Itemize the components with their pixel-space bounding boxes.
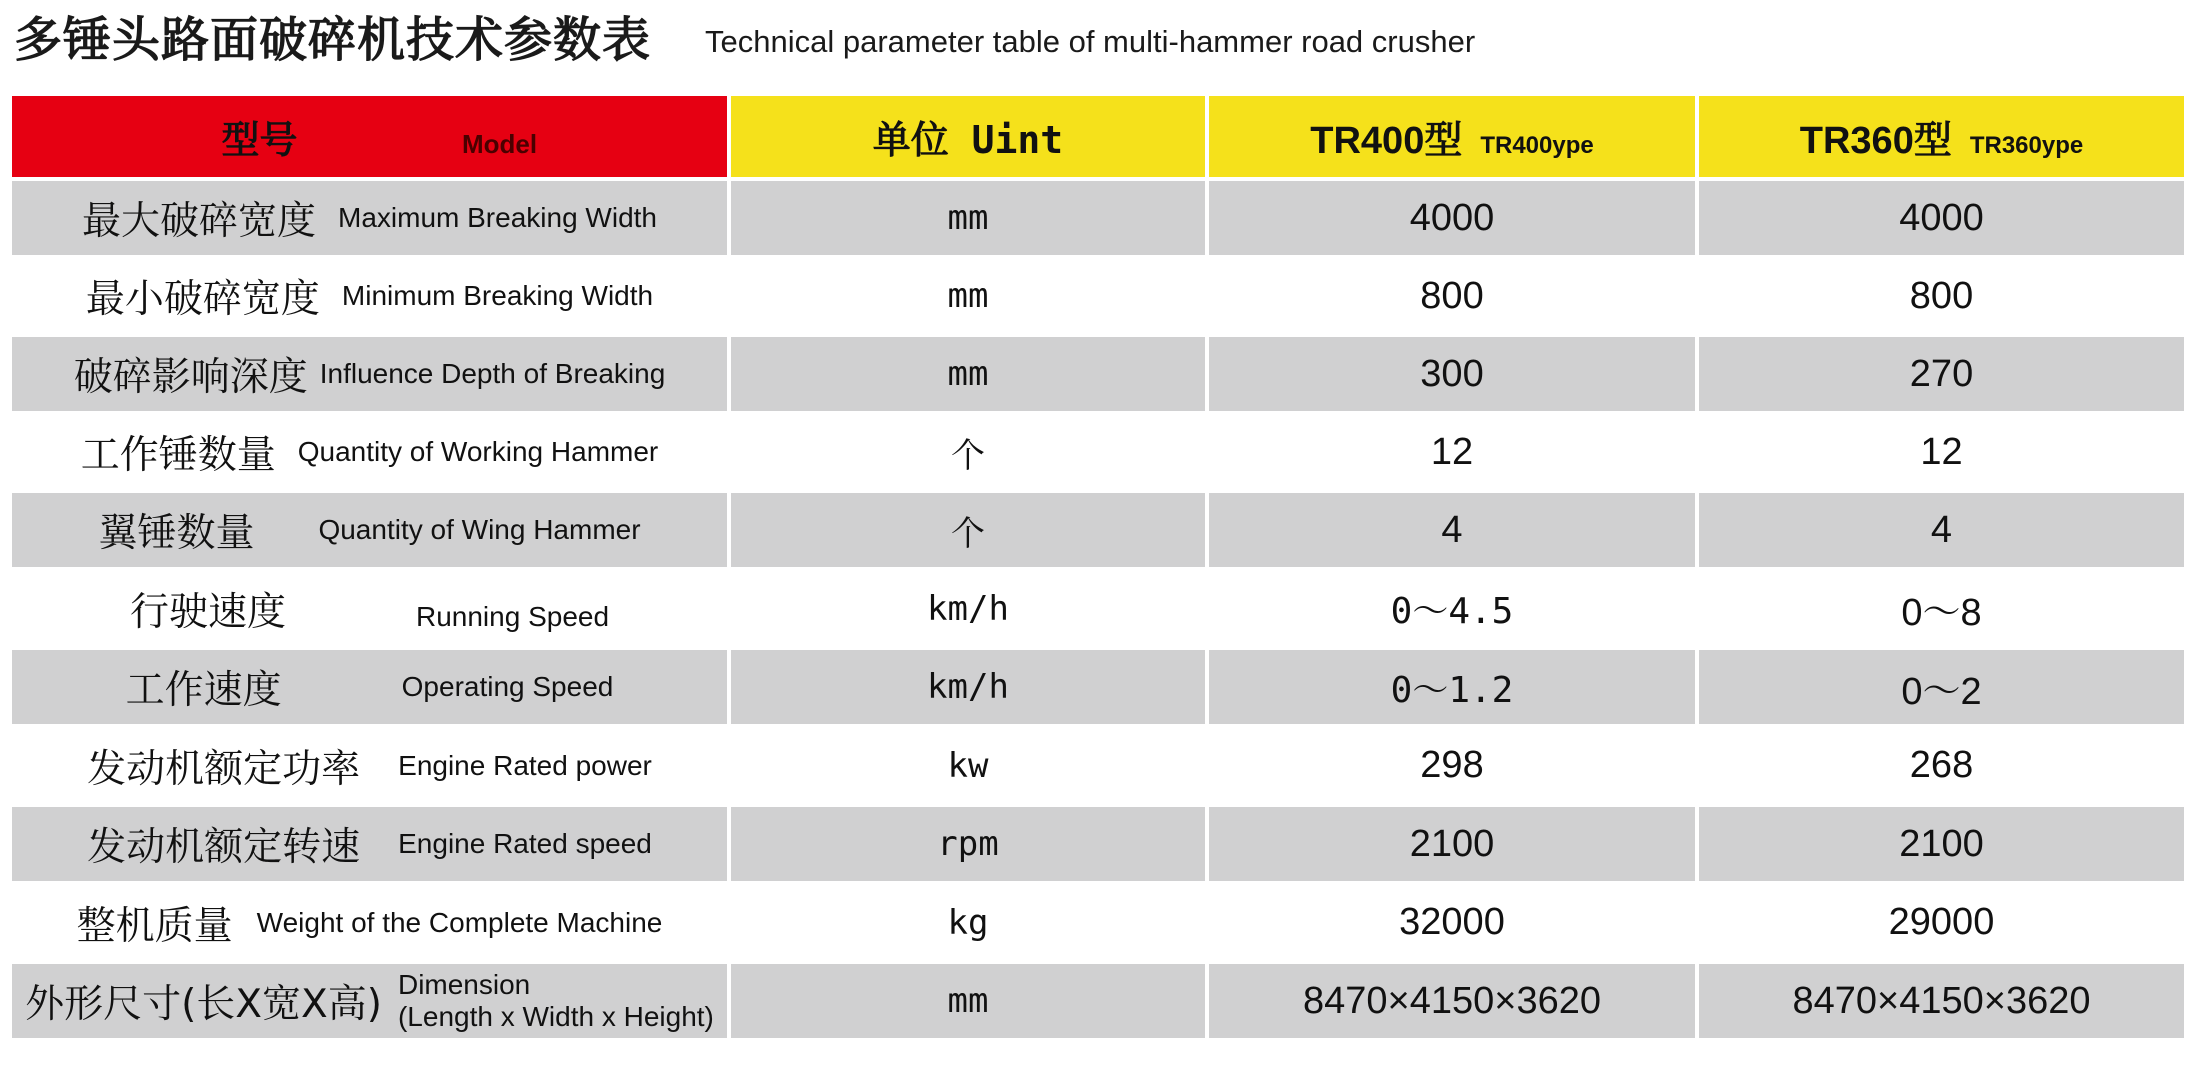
param-label-cell [12, 259, 727, 333]
tr360-value-cell [1699, 415, 2184, 489]
tr360-value: 4 [1930, 508, 1953, 551]
header-tr400-sub: TR400ype [1480, 132, 1594, 159]
tr400-value-cell [1209, 415, 1695, 489]
unit-cell [731, 571, 1205, 646]
param-label-cn: 最大破碎宽度 [82, 199, 317, 244]
page-title-cn: 多锤头路面破碎机技术参数表 [14, 12, 652, 68]
tr400-value-cell [1209, 337, 1695, 411]
unit-cell [731, 493, 1205, 567]
tr400-value-cell [1209, 493, 1695, 567]
param-label-cn: 外形尺寸(长X宽X高) [25, 982, 382, 1027]
unit-cell [731, 728, 1205, 803]
tr400-value: 4000 [1409, 196, 1495, 239]
tr360-value: 4000 [1899, 196, 1984, 239]
param-label-cell [12, 415, 727, 489]
tr400-value: 12 [1430, 430, 1474, 473]
param-label-en: Quantity of Wing Hammer [318, 514, 641, 545]
header-model-cn: 型号 [221, 118, 298, 162]
tr360-value-cell [1699, 181, 2184, 255]
header-unit: 单位 Uint [872, 118, 1064, 162]
unit-cell [731, 259, 1205, 333]
tr360-value: 270 [1909, 352, 1974, 395]
tr400-value-cell [1209, 259, 1695, 333]
param-label-cell [12, 181, 727, 255]
header-tr360-sub: TR360ype [1969, 132, 2084, 159]
tr360-value-cell [1699, 885, 2184, 960]
unit-value: km/h [927, 667, 1009, 707]
header-tr400-cell [1209, 96, 1695, 177]
tr400-value-cell [1209, 964, 1695, 1038]
unit-value: 个 [951, 513, 985, 554]
unit-value: rpm [937, 824, 999, 864]
table-row [12, 807, 2184, 881]
param-label-en: Engine Rated speed [398, 828, 652, 859]
param-label-en: Influence Depth of Breaking [319, 358, 666, 389]
table-row [12, 571, 2184, 646]
param-label-cell [12, 964, 727, 1038]
table-row [12, 493, 2184, 567]
param-label-cn: 整机质量 [76, 903, 233, 949]
unit-cell [731, 964, 1205, 1038]
tr360-value: 800 [1909, 274, 1974, 317]
table-header-row [12, 96, 2184, 177]
unit-value: kw [947, 745, 989, 786]
header-tr360-main: TR360型 [1799, 120, 1952, 162]
tr360-value: 12 [1920, 430, 1963, 473]
param-label-cn: 发动机额定功率 [87, 746, 361, 792]
param-label-en: Minimum Breaking Width [341, 280, 654, 311]
table-row [12, 885, 2184, 960]
tr360-value: 0～8 [1901, 592, 1982, 634]
unit-cell [731, 650, 1205, 724]
tr400-value: 32000 [1399, 901, 1505, 943]
tr400-value: 4 [1441, 508, 1463, 551]
param-label-cell [12, 807, 727, 881]
tr400-value: 800 [1420, 274, 1484, 317]
header-model-cell [12, 96, 727, 177]
param-label-cn: 工作速度 [125, 668, 282, 713]
header-tr400-main: TR400型 [1310, 120, 1463, 162]
tr360-value-cell [1699, 728, 2184, 803]
param-label-cn: 发动机额定转速 [87, 825, 361, 870]
tr360-value-cell [1699, 259, 2184, 333]
param-label-cell [12, 650, 727, 724]
tr360-value-cell [1699, 650, 2184, 724]
param-label-cn: 工作锤数量 [80, 433, 276, 478]
page-title-en: Technical parameter table of multi-hammer road crusher [705, 24, 1476, 59]
table-row [12, 650, 2184, 724]
tr360-value-cell [1699, 337, 2184, 411]
param-label-cn: 最小破碎宽度 [85, 277, 320, 322]
tr360-value-cell [1699, 807, 2184, 881]
table-row [12, 337, 2184, 411]
param-label-en: Engine Rated power [398, 749, 652, 781]
unit-value: mm [947, 276, 989, 316]
param-label-cell [12, 571, 727, 646]
unit-value: mm [947, 354, 989, 394]
param-label-en: Quantity of Working Hammer [297, 436, 659, 467]
tr360-value: 268 [1909, 744, 1974, 786]
tr400-value-cell [1209, 571, 1695, 646]
tr360-value: 0～2 [1901, 670, 1982, 713]
param-label-en: Maximum Breaking Width [338, 202, 657, 233]
tr400-value-cell [1209, 181, 1695, 255]
unit-cell [731, 885, 1205, 960]
tr360-value-cell [1699, 964, 2184, 1038]
unit-value: 个 [951, 435, 985, 476]
param-label-en-block [398, 969, 714, 1033]
unit-cell [731, 415, 1205, 489]
table-row [12, 964, 2184, 1038]
table-row [12, 728, 2184, 803]
param-label-en: Operating Speed [401, 671, 614, 702]
table-row [12, 415, 2184, 489]
param-label-cell [12, 493, 727, 567]
param-label-en-2: (Length x Width x Height) [397, 1001, 714, 1032]
tr400-value: 298 [1420, 744, 1484, 786]
tr360-value-cell [1699, 493, 2184, 567]
header-unit-cell [731, 96, 1205, 177]
tr360-value-cell [1699, 571, 2184, 646]
unit-value: mm [947, 981, 989, 1021]
table-row [12, 181, 2184, 255]
tr400-value: 0～1.2 [1390, 669, 1514, 711]
tr400-value: 2100 [1409, 822, 1495, 865]
tr400-value: 0～4.5 [1390, 591, 1514, 632]
tr400-value-cell [1209, 807, 1695, 881]
param-label-cn: 行驶速度 [129, 589, 286, 635]
tr360-value: 29000 [1888, 901, 1995, 943]
param-label-en: Running Speed [415, 600, 610, 632]
param-label-cn: 破碎影响深度 [73, 355, 308, 400]
unit-value: mm [947, 198, 989, 238]
param-label-cell [12, 728, 727, 803]
unit-cell [731, 337, 1205, 411]
header-model-en: Model [461, 129, 538, 159]
param-label-en: Weight of the Complete Machine [256, 906, 663, 938]
tr360-value: 2100 [1899, 822, 1984, 865]
spec-table [8, 92, 2188, 1042]
param-label-cell [12, 337, 727, 411]
unit-value: kg [947, 902, 989, 943]
unit-cell [731, 807, 1205, 881]
param-label-cell [12, 885, 727, 960]
param-label-cn: 翼锤数量 [98, 511, 255, 556]
header-tr360-cell [1699, 96, 2184, 177]
tr400-value: 8470×4150×3620 [1303, 979, 1601, 1022]
table-row [12, 259, 2184, 333]
tr400-value-cell [1209, 650, 1695, 724]
unit-cell [731, 181, 1205, 255]
tr400-value-cell [1209, 728, 1695, 803]
unit-value: km/h [927, 588, 1009, 629]
tr360-value: 8470×4150×3620 [1792, 979, 2091, 1022]
tr400-value-cell [1209, 885, 1695, 960]
param-label-en: Dimension [397, 969, 531, 1000]
tr400-value: 300 [1420, 352, 1484, 395]
